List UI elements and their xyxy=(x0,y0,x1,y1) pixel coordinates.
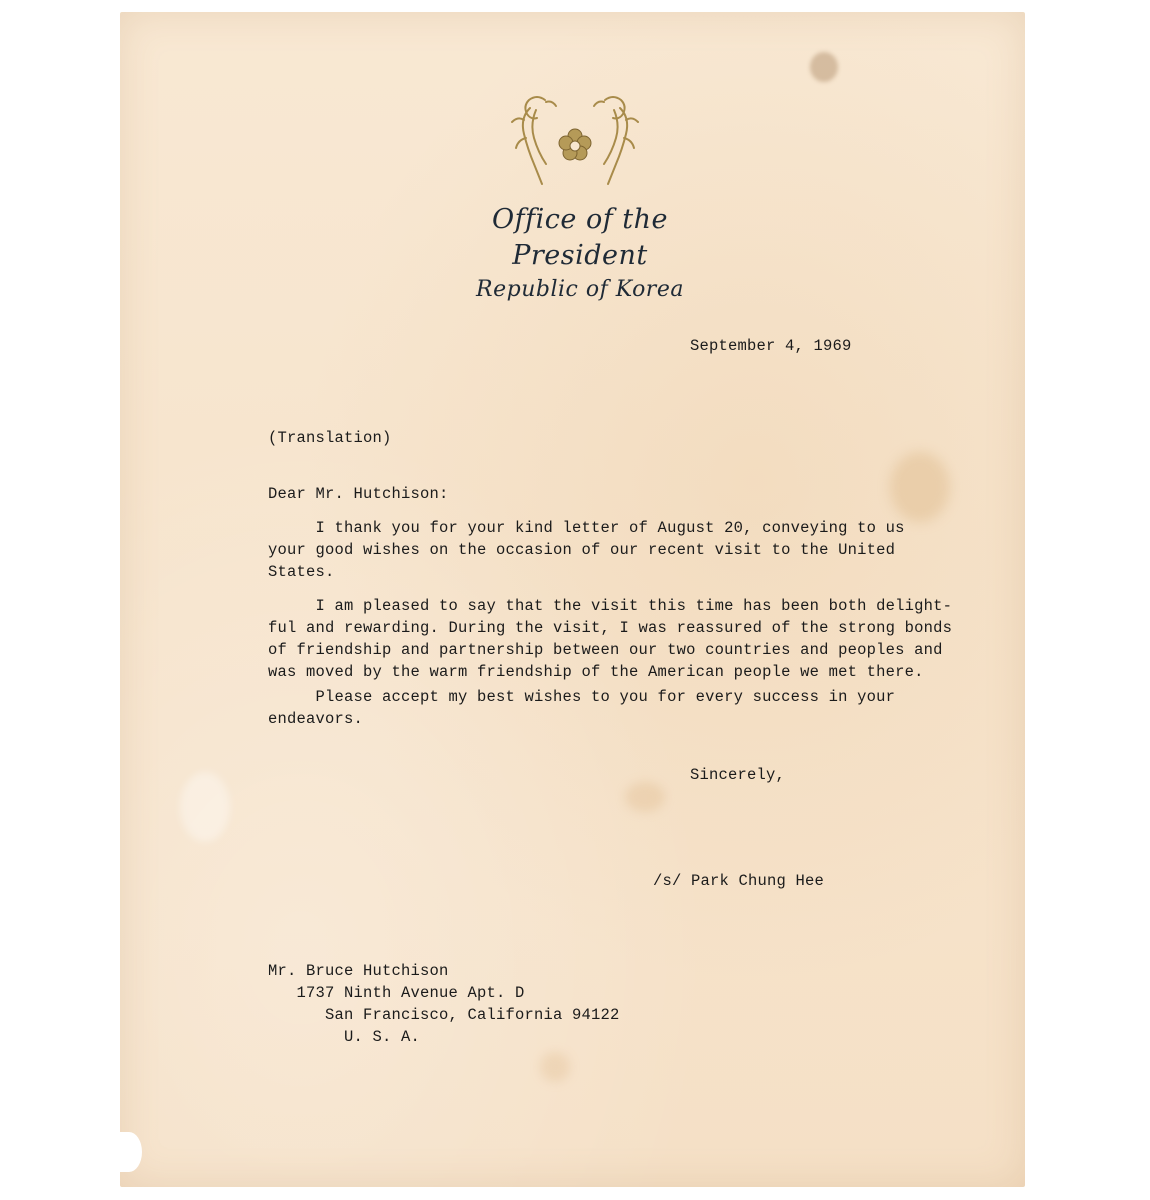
paragraph-line: ful and rewarding. During the visit, I was reassured of the strong bonds xyxy=(268,619,953,637)
salutation: Dear Mr. Hutchison: xyxy=(268,485,449,503)
paragraph-line: I thank you for your kind letter of August 20, conveying to us xyxy=(268,519,905,537)
letterhead xyxy=(420,202,740,306)
paper-stain xyxy=(625,782,665,812)
paragraph-line: States. xyxy=(268,563,335,581)
address-line: Mr. Bruce Hutchison xyxy=(268,962,449,980)
phoenix-emblem-icon xyxy=(500,90,650,190)
paper-stain xyxy=(810,52,838,82)
paper-stain xyxy=(890,452,950,522)
paragraph-line: endeavors. xyxy=(268,710,364,728)
letterhead-country: Republic of Korea xyxy=(476,277,684,302)
address-line: 1737 Ninth Avenue Apt. D xyxy=(268,984,525,1002)
torn-corner xyxy=(116,1132,142,1172)
paragraph-line: your good wishes on the occasion of our recent visit to the United xyxy=(268,541,896,559)
letter-paper xyxy=(120,12,1025,1187)
closing: Sincerely, xyxy=(690,766,786,784)
paragraph-line: was moved by the warm friendship of the American people we met there. xyxy=(268,663,924,681)
address-line: San Francisco, California 94122 xyxy=(268,1006,620,1024)
paragraph-line: I am pleased to say that the visit this time has been both delight- xyxy=(268,597,953,615)
address-line: U. S. A. xyxy=(268,1028,421,1046)
letterhead-office: Office of the President xyxy=(492,204,668,271)
paragraph-line: of friendship and partnership between our two countries and peoples and xyxy=(268,641,943,659)
paper-stain xyxy=(180,772,230,842)
signature: /s/ Park Chung Hee xyxy=(653,872,825,890)
paper-stain xyxy=(540,1052,570,1082)
paragraph-line: Please accept my best wishes to you for every success in your xyxy=(268,688,896,706)
translation-note: (Translation) xyxy=(268,429,392,447)
letter-date: September 4, 1969 xyxy=(690,337,852,355)
